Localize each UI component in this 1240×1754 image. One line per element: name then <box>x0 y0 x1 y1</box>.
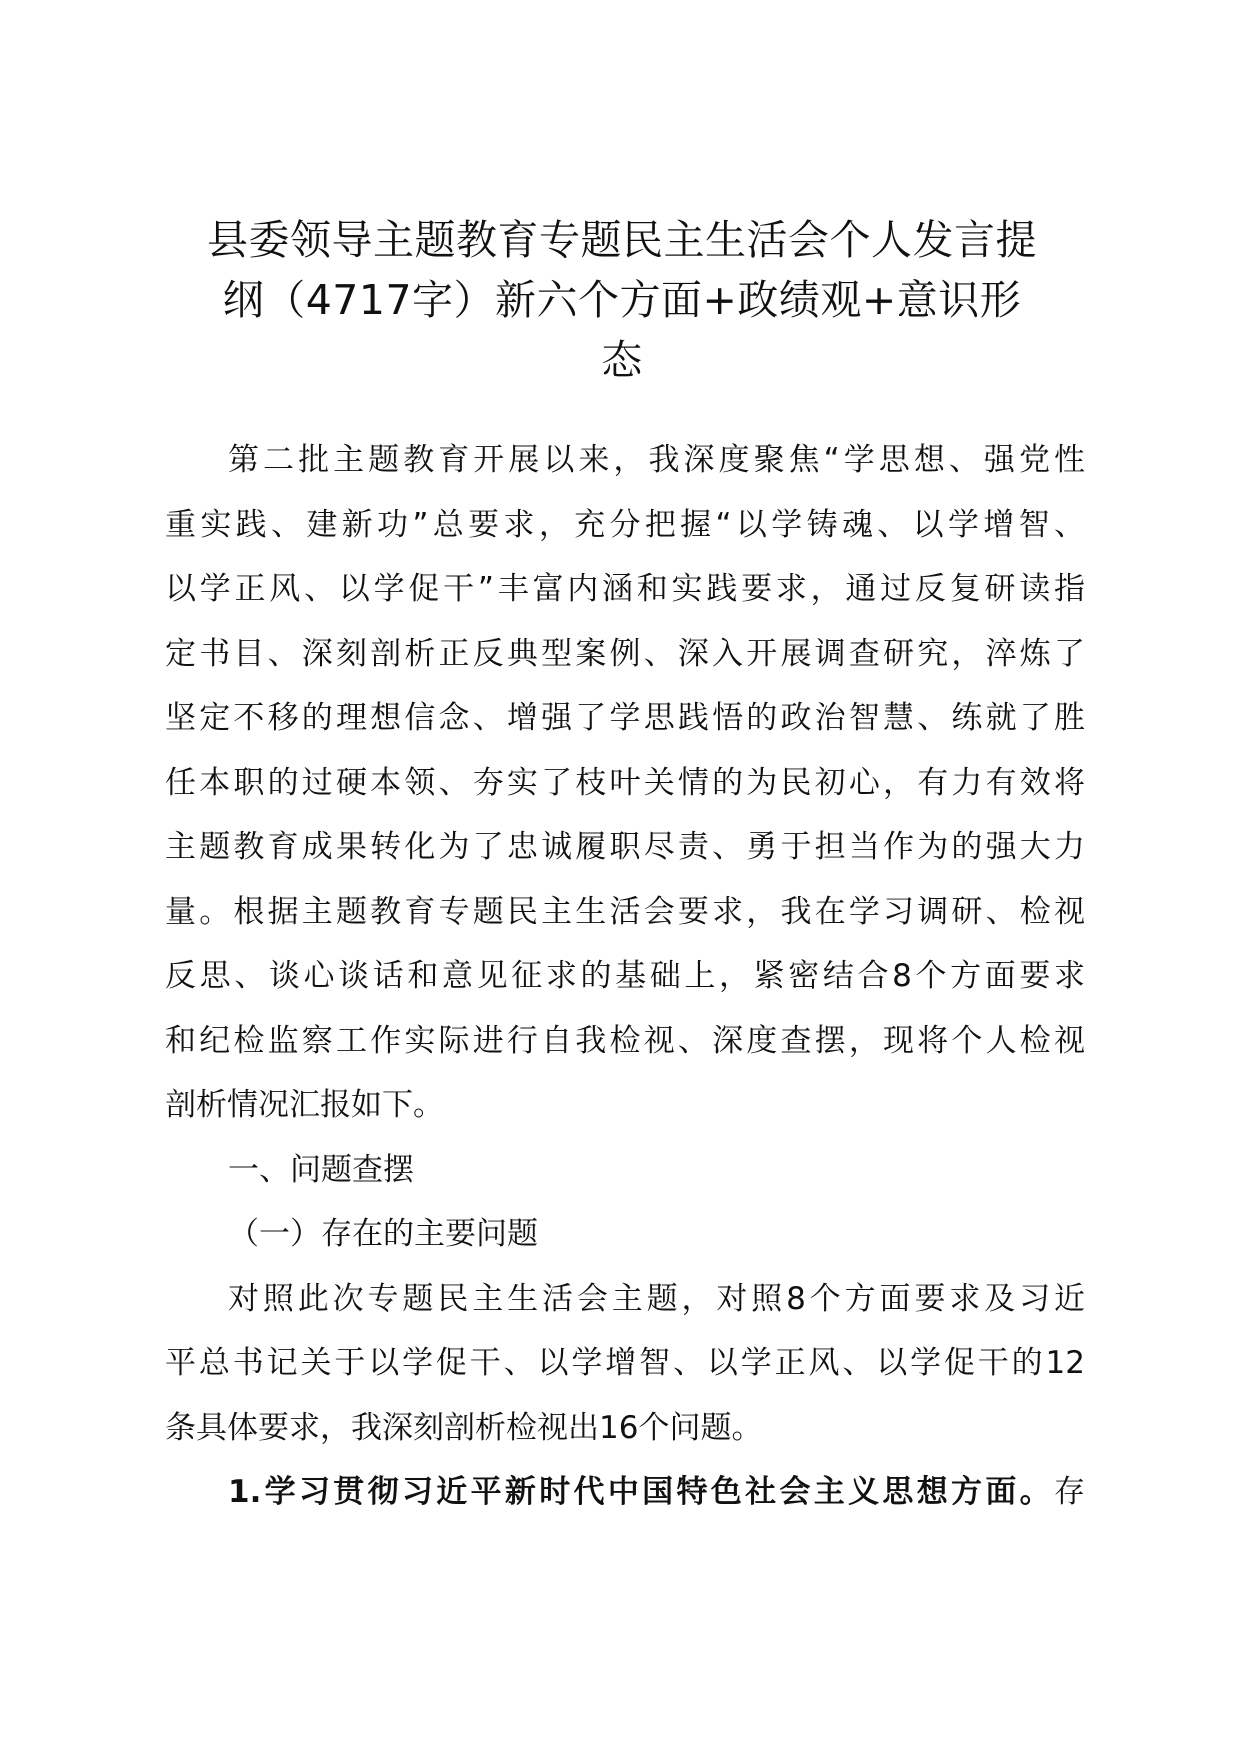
text-line: 第二批主题教育开展以来，我深度聚焦“学思想、强党性 <box>228 442 1085 478</box>
subsection-heading: （一）存在的主要问题 <box>228 1216 538 1252</box>
text-line: 坚定不移的理想信念、增强了学思践悟的政治智慧、练就了胜 <box>165 700 1085 736</box>
title-line: 纲（4717字）新六个方面+政绩观+意识形 <box>222 276 1022 324</box>
text-line: 重实践、建新功”总要求，充分把握“以学铸魂、以学增智、 <box>165 506 1085 543</box>
text-line: 平总书记关于以学促干、以学增智、以学正风、以学促干的12 <box>165 1345 1085 1381</box>
document-body <box>165 428 1085 1525</box>
title-line: 县委领导主题教育专题民主生活会个人发言提 <box>207 216 1037 264</box>
text-line: 条具体要求，我深刻剖析检视出16个问题。 <box>165 1409 763 1446</box>
text-line: 任本职的过硬本领、夯实了枝叶关情的为民初心，有力有效将 <box>165 764 1085 801</box>
text-line: 量。根据主题教育专题民主生活会要求，我在学习调研、检视 <box>165 893 1085 930</box>
text-line: 定书目、深刻剖析正反典型案例、深入开展调查研究，淬炼了 <box>165 635 1085 672</box>
summary-paragraph <box>165 1267 1085 1461</box>
text-line: 反思、谈心谈话和意见征求的基础上，紧密结合8个方面要求 <box>165 958 1085 994</box>
intro-paragraph <box>165 428 1085 1138</box>
text-line: 以学正风、以学促干”丰富内涵和实践要求，通过反复研读指 <box>165 571 1085 607</box>
item-paragraph <box>165 1460 1085 1525</box>
title-line: 态 <box>601 336 643 384</box>
document-title <box>162 210 1082 390</box>
item-text: 存 <box>1054 1474 1085 1510</box>
text-line: 和纪检监察工作实际进行自我检视、深度查摆，现将个人检视 <box>165 1022 1085 1059</box>
item-heading: 1.学习贯彻习近平新时代中国特色社会主义思想方面。 <box>228 1474 1054 1510</box>
text-line: 剖析情况汇报如下。 <box>165 1087 444 1123</box>
text-line: 主题教育成果转化为了忠诚履职尽责、勇于担当作为的强大力 <box>165 829 1085 865</box>
section-heading: 一、问题查摆 <box>228 1151 414 1188</box>
text-line: 对照此次专题民主生活会主题，对照8个方面要求及习近 <box>228 1280 1085 1317</box>
